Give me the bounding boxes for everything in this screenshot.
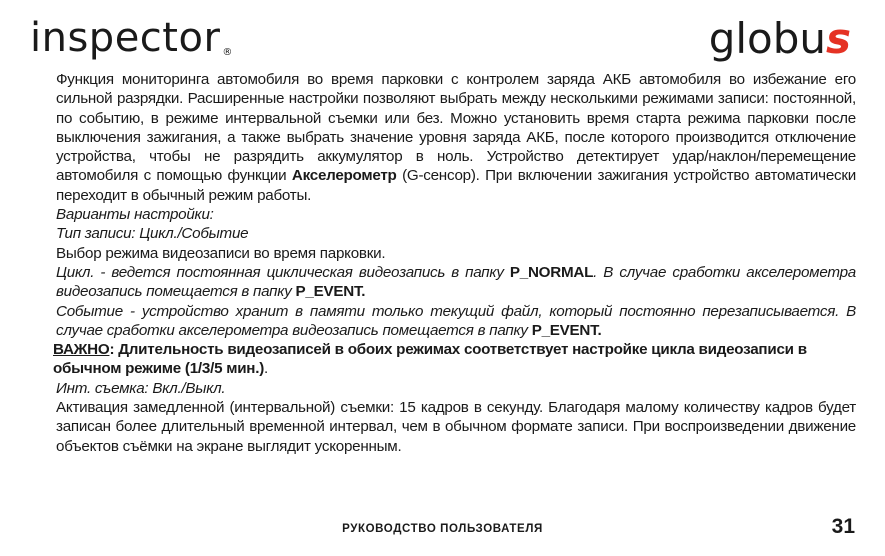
timelapse-description: Активация замедленной (интервальной) съемки: 15 кадров в секунду. Благодаря малому количеству кадров будет записан более длительный временной интервал, чем в обычном формате записи. При воспроизведении движение объектов съёмки на экране выглядит ускоренным. bbox=[56, 399, 856, 455]
inspector-logo: inspector ® bbox=[30, 15, 233, 61]
event-mode-paragraph: Событие - устройство хранит в памяти только текущий файл, который постоянно перезаписывается. В случае сработки акселерометра видеозапись помещается в папку P_EVENT. bbox=[56, 302, 856, 339]
folder-p-event-2: P_EVENT. bbox=[531, 321, 602, 339]
cycle-mode-paragraph: Цикл. - ведется постоянная циклическая видеозапись в папку P_NORMAL. В случае сработки акселерометра видеозапись помещается в папку P_EVENT. bbox=[56, 263, 856, 301]
registered-mark: ® bbox=[222, 47, 233, 58]
parking-monitor-paragraph: Функция мониторинга автомобиля во время парковки с контролем заряда АКБ автомобиля во избежание его сильной разрядки. Расширенные настройки позволяют выбрать между несколькими режимами записи: постоянной, по событию, в режиме интервальной съемки или без. Можно установить время старта режима парковки после выключения зажигания, а также выбрать значение уровня заряда АКБ, после которого производится отключение устройства, чтобы не разрядить аккумулятор в ноль. Устройство детектирует удар/наклон/перемещение автомобиля с помощью функции Акселерометр (G-сенсор). При включении зажигания устройство автоматически переходит в обычный режим работы. bbox=[56, 71, 856, 204]
footer-label: РУКОВОДСТВО ПОЛЬЗОВАТЕЛЯ bbox=[342, 523, 543, 535]
important-label: ВАЖНО bbox=[53, 341, 110, 359]
page-content bbox=[53, 70, 856, 456]
record-type-description: Выбор режима видеозаписи во время парковки. bbox=[56, 244, 386, 262]
globus-logo-accent: s bbox=[826, 14, 851, 63]
timelapse-heading: Инт. съемка: Вкл./Выкл. bbox=[56, 379, 226, 397]
record-type-heading: Тип записи: Цикл./Событие bbox=[56, 225, 249, 243]
options-heading: Варианты настройки: bbox=[56, 206, 214, 224]
folder-p-normal: P_NORMAL bbox=[509, 263, 594, 281]
accelerometer-term: Акселерометр bbox=[291, 167, 397, 185]
folder-p-event: P_EVENT. bbox=[295, 283, 366, 301]
page-number: 31 bbox=[831, 515, 855, 538]
globus-logo: globus bbox=[708, 14, 851, 63]
important-note: ВАЖНО: Длительность видеозаписей в обоих режимах соответствует настройке цикла видеозаписи в обычном режиме (1/3/5 мин.). bbox=[53, 341, 807, 378]
